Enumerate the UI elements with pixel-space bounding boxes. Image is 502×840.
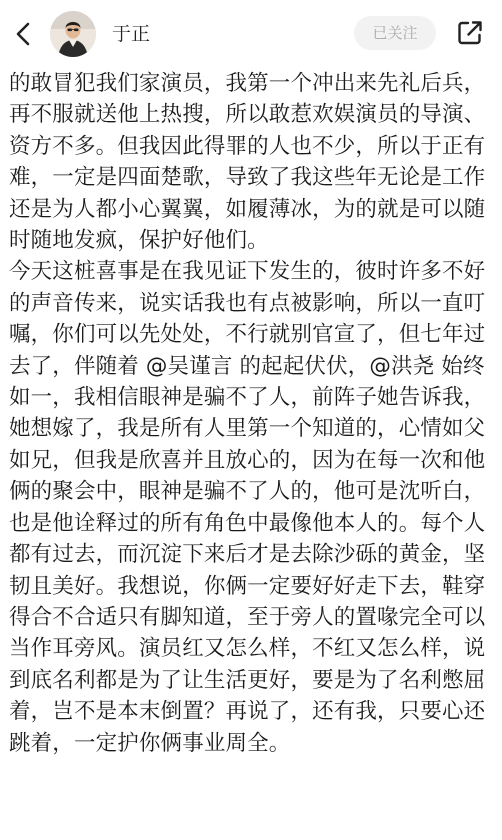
post-paragraph-2: 今天这桩喜事是在我见证下发生的，彼时许多不好的声音传来，说实话我也有点被影响，所以一直叮嘱，你们可以先处处，不行就别官宣了，但七年过去了，伴随着 @吴谨言 的起起伏伏，@洪尧 始终如一，我相信眼神是骗不了人，前阵子她告诉我，她想嫁了，我是所有人里第一个知道的，心情如父如兄，但我是欣喜并且放心的，因为在每一次和他俩的聚会中，眼神是骗不了人的，他可是沈听白，也是他诠释过的所有角色中最像他本人的。每个人都有过去，而沉淀下来后才是去除沙砾的黄金，坚韧且美好。我想说，你俩一定要好好走下去，鞋穿得合不合适只有脚知道，至于旁人的置喙完全可以当作耳旁风。演员红又怎么样，不红又怎么样，说到底名利都是为了让生活更好，要是为了名利憋屈着，岂不是本末倒置？再说了，还有我，只要心还跳着，一定护你俩事业周全。 bbox=[9, 259, 486, 756]
chevron-left-icon bbox=[16, 22, 30, 46]
follow-button[interactable]: 已关注 bbox=[354, 16, 436, 50]
avatar[interactable] bbox=[50, 11, 96, 57]
share-external-icon bbox=[456, 19, 484, 47]
back-button[interactable] bbox=[10, 20, 36, 48]
post-body bbox=[9, 68, 497, 759]
user-avatar-image bbox=[50, 11, 96, 57]
post-paragraph-1: 的敢冒犯我们家演员，我第一个冲出来先礼后兵，再不服就送他上热搜，所以敢惹欢娱演员的导演、资方不多。但我因此得罪的人也不少，所以于正有难，一定是四面楚歌，导致了我这些年无论是工作还是为人都小心翼翼，如履薄冰，为的就是可以随时随地发疯，保护好他们。 bbox=[9, 71, 486, 254]
username[interactable]: 于正 bbox=[112, 23, 151, 45]
share-button[interactable] bbox=[456, 19, 484, 47]
top-bar bbox=[0, 0, 502, 68]
